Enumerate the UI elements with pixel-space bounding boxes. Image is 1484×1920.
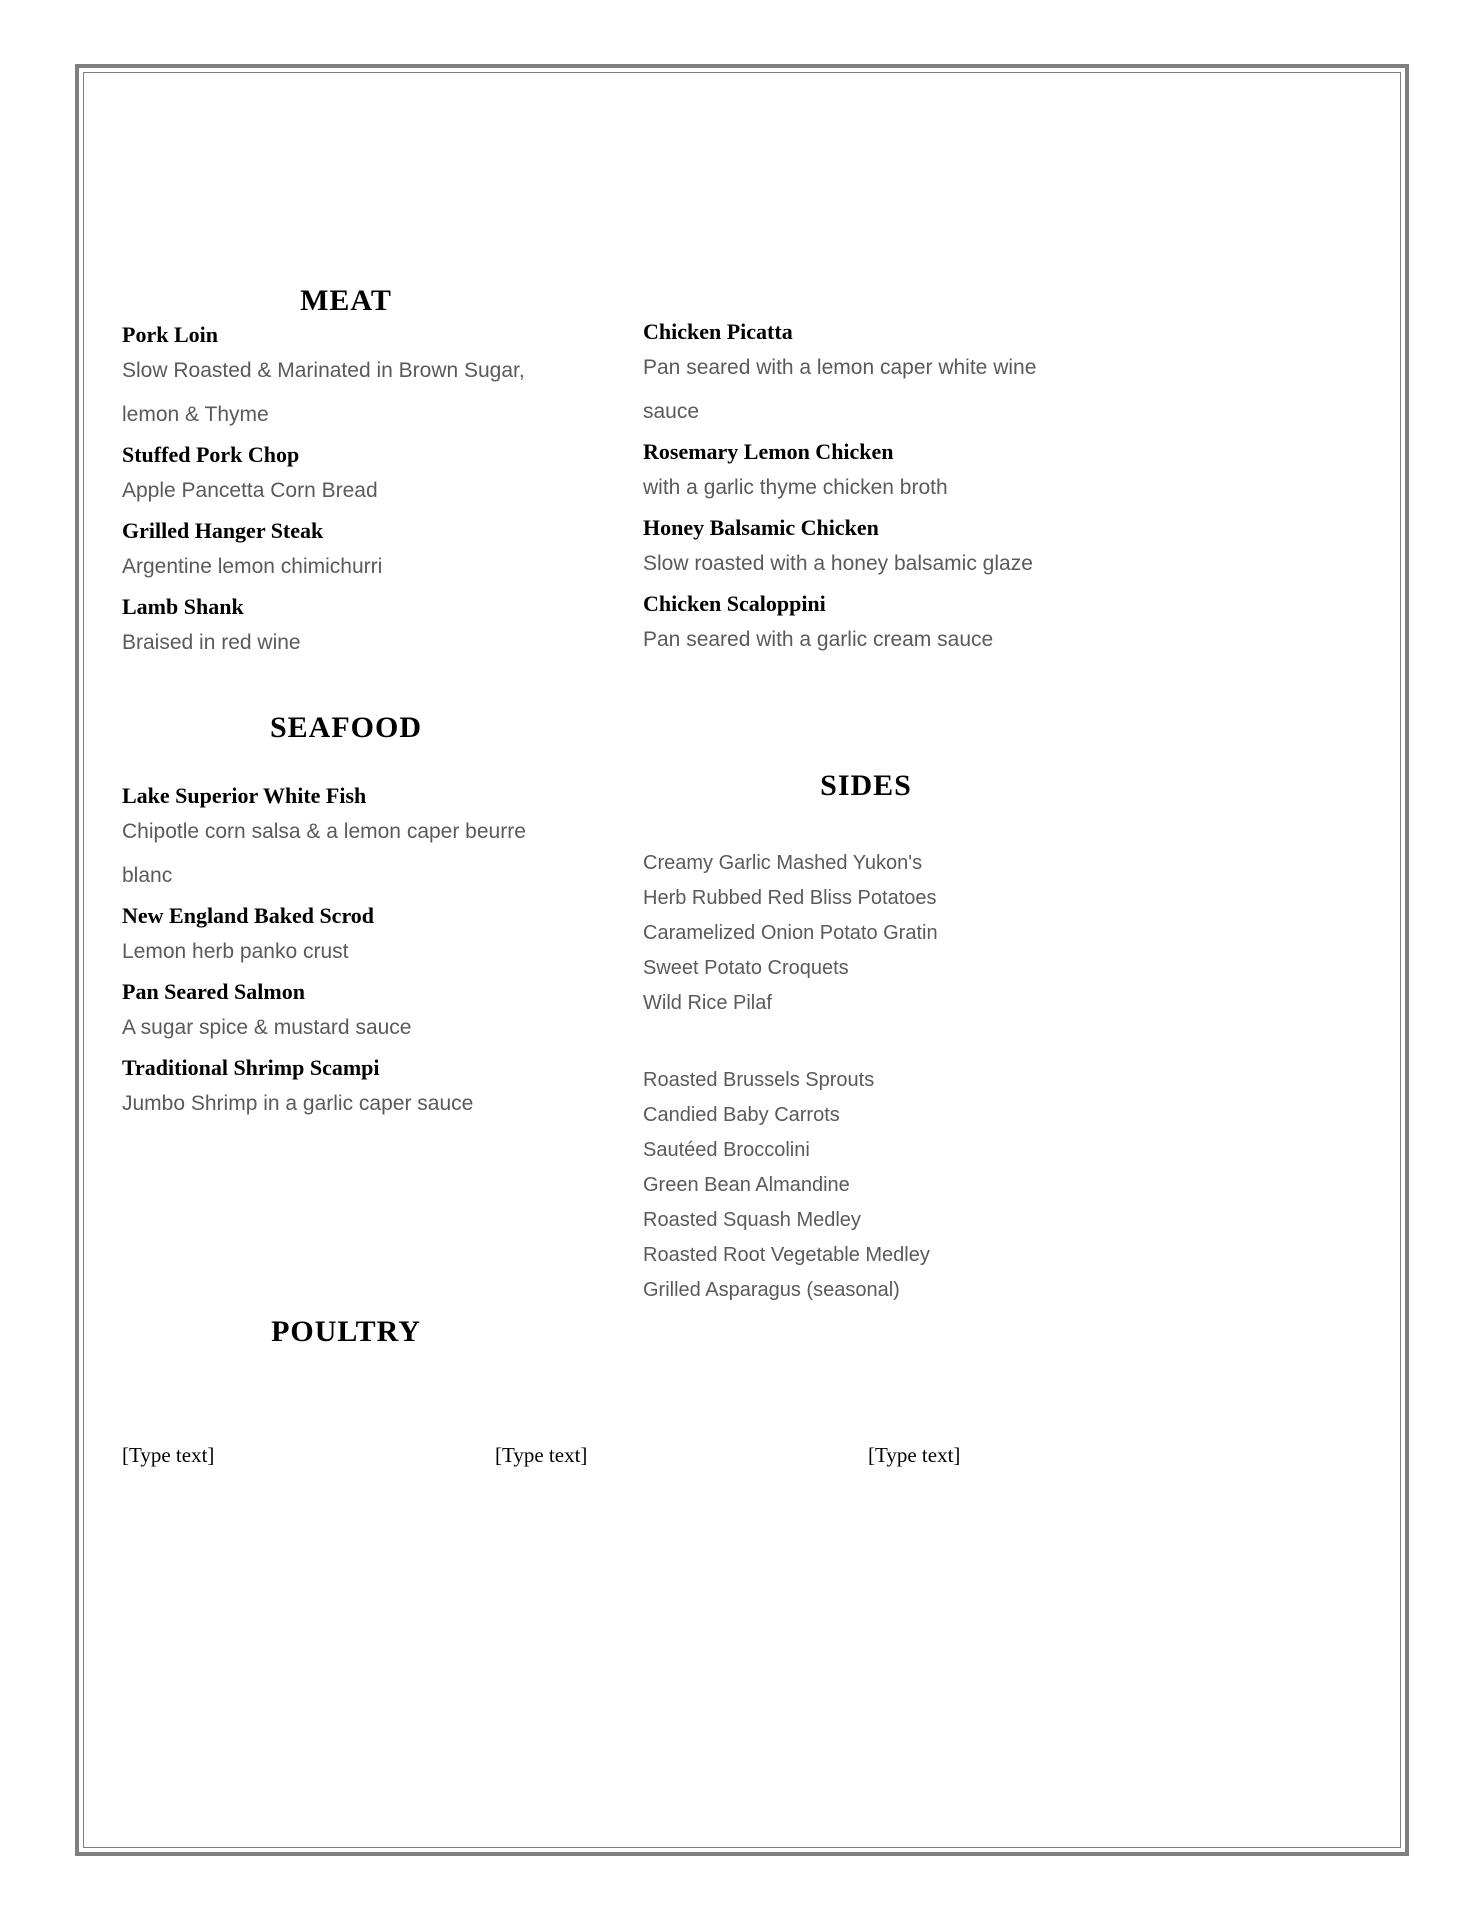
menu-item: [122, 1054, 570, 1126]
item-name: Pork Loin: [122, 322, 218, 347]
menu-item: [643, 438, 1089, 510]
item-name: Honey Balsamic Chicken: [643, 515, 879, 540]
footer-placeholder[interactable]: [Type text]: [495, 1443, 588, 1467]
menu-item: [643, 590, 1089, 662]
sides-item: Wild Rice Pilaf: [643, 992, 772, 1014]
item-name: Chicken Scaloppini: [643, 591, 826, 616]
footer-placeholder[interactable]: [Type text]: [122, 1443, 215, 1467]
item-name: Traditional Shrimp Scampi: [122, 1055, 380, 1080]
sides-item: Sautéed Broccolini: [643, 1139, 810, 1161]
item-name: New England Baked Scrod: [122, 903, 375, 928]
item-desc: A sugar spice & mustard sauce: [122, 1016, 412, 1039]
item-name: Rosemary Lemon Chicken: [643, 439, 894, 464]
sides-item: Sweet Potato Croquets: [643, 957, 849, 979]
sides-item: Herb Rubbed Red Bliss Potatoes: [643, 887, 937, 909]
item-desc: Braised in red wine: [122, 631, 301, 654]
menu-item: [122, 441, 570, 513]
item-desc: Pan seared with a lemon caper white wine sauce: [643, 356, 1037, 423]
section-heading-sides: SIDES: [820, 769, 912, 802]
section-heading-poultry: POULTRY: [271, 1315, 421, 1348]
sides-list-vegetables: [643, 1063, 1089, 1308]
menu-item: [122, 321, 570, 437]
left-column: [122, 285, 570, 1352]
menu-item: [122, 517, 570, 589]
item-name: Stuffed Pork Chop: [122, 442, 300, 467]
item-desc: Argentine lemon chimichurri: [122, 555, 383, 578]
sides-item: Candied Baby Carrots: [643, 1104, 840, 1126]
item-name: Grilled Hanger Steak: [122, 518, 324, 543]
menu-item: [122, 978, 570, 1050]
item-name: Lake Superior White Fish: [122, 783, 367, 808]
item-name: Pan Seared Salmon: [122, 979, 305, 1004]
item-desc: Pan seared with a garlic cream sauce: [643, 628, 994, 651]
item-desc: Slow roasted with a honey balsamic glaze: [643, 552, 1033, 575]
item-name: Chicken Picatta: [643, 319, 793, 344]
item-desc: with a garlic thyme chicken broth: [643, 476, 948, 499]
item-desc: Chipotle corn salsa & a lemon caper beurre blanc: [122, 820, 526, 887]
menu-item: [643, 318, 1089, 434]
menu-item: [122, 593, 570, 665]
sides-item: Creamy Garlic Mashed Yukon's: [643, 852, 923, 874]
item-desc: Slow Roasted & Marinated in Brown Sugar, lemon & Thyme: [122, 359, 525, 426]
right-column: [643, 314, 1089, 1308]
sides-item: Roasted Brussels Sprouts: [643, 1069, 875, 1091]
menu-item: [122, 902, 570, 974]
footer: [0, 1443, 1484, 1473]
sides-item: Caramelized Onion Potato Gratin: [643, 922, 938, 944]
sides-item: Grilled Asparagus (seasonal): [643, 1279, 900, 1301]
sides-item: Roasted Squash Medley: [643, 1209, 861, 1231]
section-heading-meat: MEAT: [300, 284, 392, 317]
section-heading-seafood: SEAFOOD: [269, 711, 423, 744]
item-desc: Jumbo Shrimp in a garlic caper sauce: [122, 1092, 474, 1115]
item-name: Lamb Shank: [122, 594, 244, 619]
sides-item: Roasted Root Vegetable Medley: [643, 1244, 930, 1266]
footer-placeholder[interactable]: [Type text]: [868, 1443, 961, 1467]
item-desc: Lemon herb panko crust: [122, 940, 349, 963]
menu-item: [122, 782, 570, 898]
sides-item: Green Bean Almandine: [643, 1174, 850, 1196]
item-desc: Apple Pancetta Corn Bread: [122, 479, 378, 502]
sides-list-starches: [643, 846, 1089, 1021]
menu-item: [643, 514, 1089, 586]
